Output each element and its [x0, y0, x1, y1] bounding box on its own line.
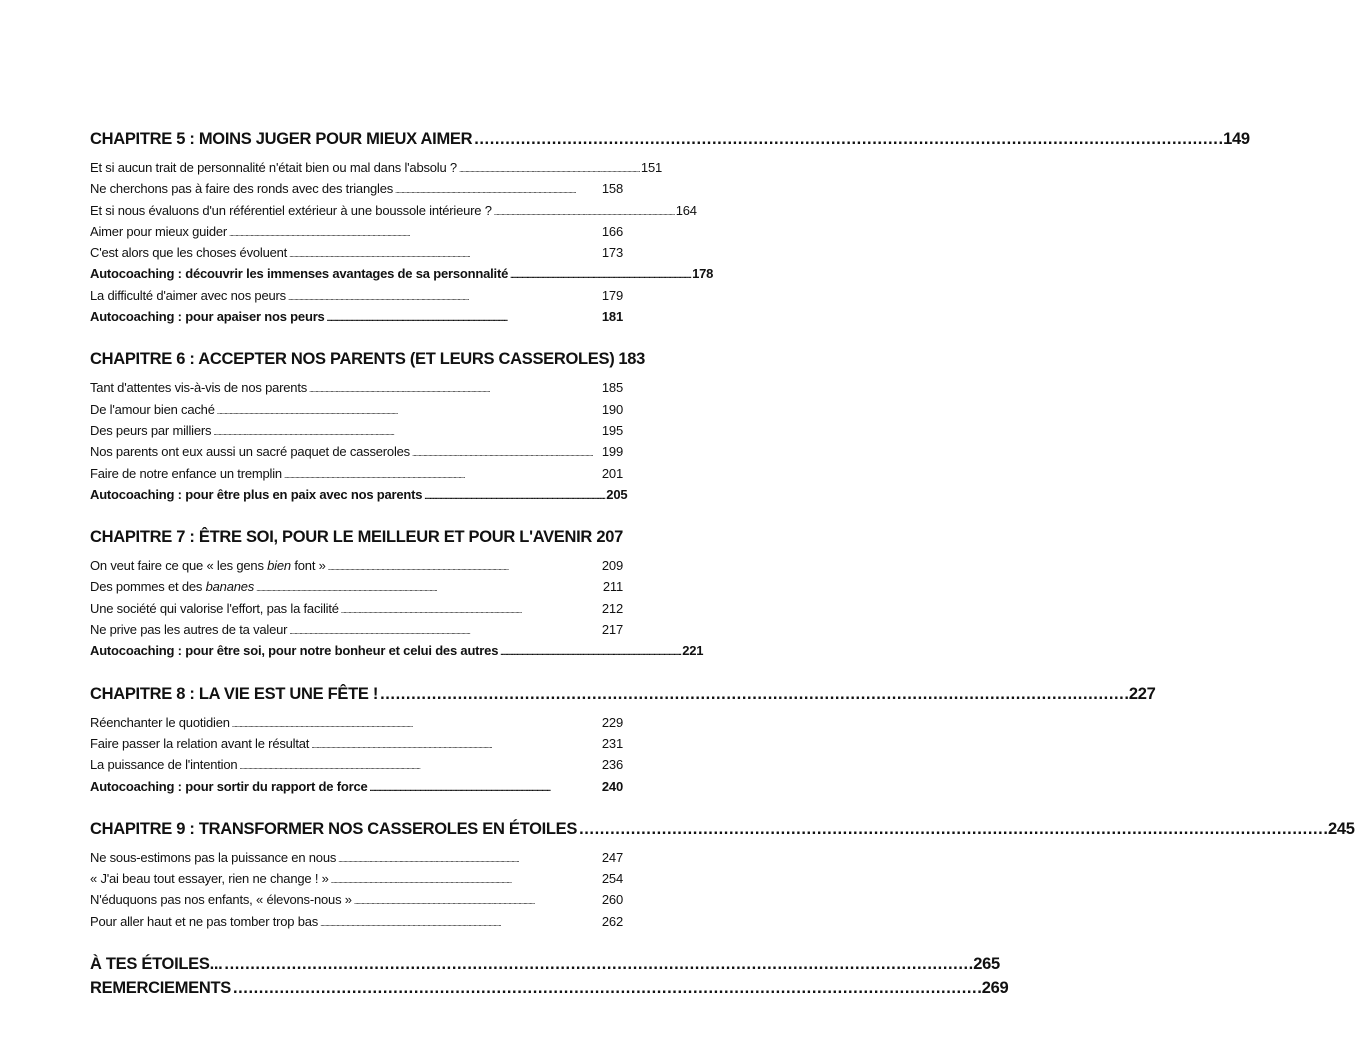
chapter-page: 183 [618, 350, 646, 369]
chapter-8 [90, 684, 1156, 800]
entry-title: Autocoaching : pour sortir du rapport de force [90, 778, 368, 794]
entry-page: 236 [601, 757, 623, 773]
dot-leader [327, 309, 600, 324]
section-title: REMERCIEMENTS [90, 979, 231, 998]
entry-title: Aimer pour mieux guider [90, 223, 228, 239]
dot-leader [459, 160, 639, 175]
dot-leader [341, 601, 600, 616]
toc-entry-autocoaching[interactable] [90, 643, 704, 664]
entry-title: Autocoaching : pour être soi, pour notre bonheur et celui des autres [90, 643, 499, 659]
entry-page: 260 [601, 892, 623, 908]
toc-entry[interactable] [90, 914, 623, 935]
entry-title: « J'ai beau tout essayer, rien ne change ! » [90, 871, 329, 887]
dot-leader [284, 466, 600, 481]
entry-title: Autocoaching : pour être plus en paix avec nos parents [90, 486, 423, 502]
dot-leader [338, 850, 600, 865]
dot-leader [229, 224, 600, 239]
toc-entry[interactable] [90, 757, 623, 778]
section-title: À TES ÉTOILES... [90, 955, 223, 974]
entry-page: 178 [692, 266, 714, 282]
dot-leader [239, 757, 599, 772]
entry-page: 151 [640, 160, 663, 175]
chapter-title: CHAPITRE 8 : LA VIE EST UNE FÊTE ! [90, 684, 379, 703]
entry-title: Faire de notre enfance un tremplin [90, 465, 282, 481]
end-sections [90, 955, 1009, 1003]
dot-leader [289, 622, 600, 637]
dot-leader [256, 579, 601, 594]
entry-page: 201 [601, 465, 623, 481]
toc-entry[interactable] [90, 601, 623, 622]
dot-leader [331, 871, 600, 886]
entry-page: 229 [601, 714, 623, 730]
chapter-heading[interactable] [90, 819, 1355, 844]
entry-title: De l'amour bien caché [90, 401, 215, 417]
dot-leader [309, 380, 600, 395]
dot-leader [380, 685, 1127, 704]
chapter-9 [90, 819, 1355, 935]
entry-page: 217 [601, 622, 623, 638]
toc-entry[interactable] [90, 579, 623, 600]
entry-page: 209 [601, 558, 623, 574]
chapter-title: CHAPITRE 6 : ACCEPTER NOS PARENTS (ET LEURS CASSEROLES) [90, 350, 615, 369]
entry-title: Et si nous évaluons d'un référentiel extérieur à une boussole intérieure ? [90, 202, 492, 218]
entry-page: 195 [601, 422, 623, 438]
section-page: 269 [981, 979, 1009, 998]
chapter-title: CHAPITRE 5 : MOINS JUGER POUR MIEUX AIMER [90, 130, 473, 148]
dot-leader [224, 955, 971, 974]
entry-page: 190 [601, 401, 623, 417]
entry-page: 211 [602, 579, 623, 595]
entry-page: 262 [601, 913, 623, 929]
entry-title: Ne cherchons pas à faire des ronds avec des triangles [90, 181, 394, 197]
entry-title: Autocoaching : pour apaiser nos peurs [90, 309, 325, 325]
dot-leader [395, 181, 600, 196]
dot-leader [500, 643, 680, 658]
entry-page: 199 [601, 444, 623, 460]
entry-page: 231 [601, 735, 623, 751]
chapter-heading[interactable] [90, 528, 623, 552]
entry-page: 254 [601, 871, 623, 887]
dot-leader [579, 820, 1326, 839]
toc-entry[interactable] [90, 444, 623, 465]
chapter-page: 149 [1223, 130, 1250, 148]
toc-entry[interactable] [90, 466, 623, 487]
entry-page: 240 [601, 778, 623, 794]
toc-entry[interactable] [90, 224, 623, 245]
entry-title: Des pommes et des bananes [90, 579, 255, 595]
table-of-contents [90, 130, 1355, 1003]
toc-entry[interactable] [90, 558, 623, 579]
dot-leader [328, 558, 600, 573]
toc-entry[interactable] [90, 288, 623, 309]
chapter-7 [90, 528, 704, 664]
chapter-heading[interactable] [90, 130, 1250, 154]
dot-leader [412, 444, 600, 459]
entry-page: 221 [682, 643, 704, 659]
entry-page: 164 [675, 202, 697, 218]
chapter-title: CHAPITRE 7 : ÊTRE SOI, POUR LE MEILLEUR ET POUR L'AVENIR [90, 528, 593, 547]
toc-entry[interactable] [90, 160, 663, 181]
dot-leader [232, 715, 600, 730]
entry-title: Tant d'attentes vis-à-vis de nos parents [90, 380, 308, 396]
entry-title: Réenchanter le quotidien [90, 714, 230, 730]
toc-entry[interactable] [90, 871, 623, 892]
dot-leader [474, 130, 1221, 149]
dot-leader [320, 914, 600, 929]
entry-title: N'éduquons pas nos enfants, « élevons-nous » [90, 892, 352, 908]
toc-entry[interactable] [90, 245, 623, 266]
toc-entry[interactable] [90, 892, 623, 913]
entry-page: 247 [601, 849, 623, 865]
entry-title: Une société qui valorise l'effort, pas la facilité [90, 600, 339, 616]
dot-leader [370, 779, 600, 794]
entry-page: 158 [601, 181, 623, 197]
chapter-heading[interactable] [90, 350, 646, 374]
dot-leader [354, 892, 600, 907]
section-page: 265 [973, 955, 1000, 974]
toc-entry-autocoaching[interactable] [90, 486, 628, 508]
entry-page: 212 [601, 600, 623, 616]
entry-title: Ne sous-estimons pas la puissance en nous [90, 849, 337, 865]
chapter-title: CHAPITRE 9 : TRANSFORMER NOS CASSEROLES EN ÉTOILES [90, 819, 578, 838]
entry-title: La difficulté d'aimer avec nos peurs [90, 287, 286, 303]
dot-leader [424, 487, 604, 502]
dot-leader [494, 203, 674, 218]
dot-leader [233, 979, 980, 998]
entry-title: On veut faire ce que « les gens bien font » [90, 558, 326, 574]
toc-entry[interactable] [90, 380, 623, 401]
entry-title: Et si aucun trait de personnalité n'était bien ou mal dans l'absolu ? [90, 160, 457, 175]
chapter-6 [90, 350, 646, 508]
chapter-heading[interactable] [90, 684, 1156, 709]
entry-title: Ne prive pas les autres de ta valeur [90, 622, 288, 638]
toc-entry[interactable] [90, 423, 623, 444]
dot-leader [289, 245, 600, 260]
entry-title: Autocoaching : découvrir les immenses avantages de sa personnalité [90, 266, 509, 282]
chapter-5 [90, 130, 1250, 330]
entry-title: La puissance de l'intention [90, 757, 238, 773]
dot-leader [311, 736, 600, 751]
toc-entry-autocoaching[interactable] [90, 779, 623, 800]
entry-title: Faire passer la relation avant le résultat [90, 735, 310, 751]
entry-page: 179 [601, 287, 623, 303]
end-section-heading[interactable] [90, 979, 1009, 1003]
toc-entry[interactable] [90, 202, 697, 224]
dot-leader [213, 423, 600, 438]
toc-entry[interactable] [90, 736, 623, 757]
entry-page: 185 [601, 380, 623, 396]
entry-title: C'est alors que les choses évoluent [90, 245, 288, 261]
dot-leader [217, 402, 600, 417]
entry-page: 181 [601, 309, 623, 325]
entry-page: 205 [606, 486, 628, 502]
entry-page: 166 [601, 223, 623, 239]
chapter-page: 207 [596, 528, 623, 547]
entry-page: 173 [601, 245, 623, 261]
toc-entry[interactable] [90, 622, 623, 643]
entry-title: Pour aller haut et ne pas tomber trop bas [90, 913, 319, 929]
chapter-page: 245 [1327, 819, 1355, 838]
entry-title: Nos parents ont eux aussi un sacré paquet de casseroles [90, 444, 410, 460]
toc-entry[interactable] [90, 850, 623, 871]
end-section-heading[interactable] [90, 955, 1000, 979]
dot-leader [510, 266, 690, 281]
dot-leader [288, 288, 600, 303]
chapter-page: 227 [1128, 684, 1156, 703]
toc-entry-autocoaching[interactable] [90, 266, 714, 287]
toc-entry[interactable] [90, 402, 623, 423]
toc-entry[interactable] [90, 181, 623, 202]
toc-entry-autocoaching[interactable] [90, 309, 623, 330]
entry-title: Des peurs par milliers [90, 422, 212, 438]
toc-entry[interactable] [90, 715, 623, 736]
